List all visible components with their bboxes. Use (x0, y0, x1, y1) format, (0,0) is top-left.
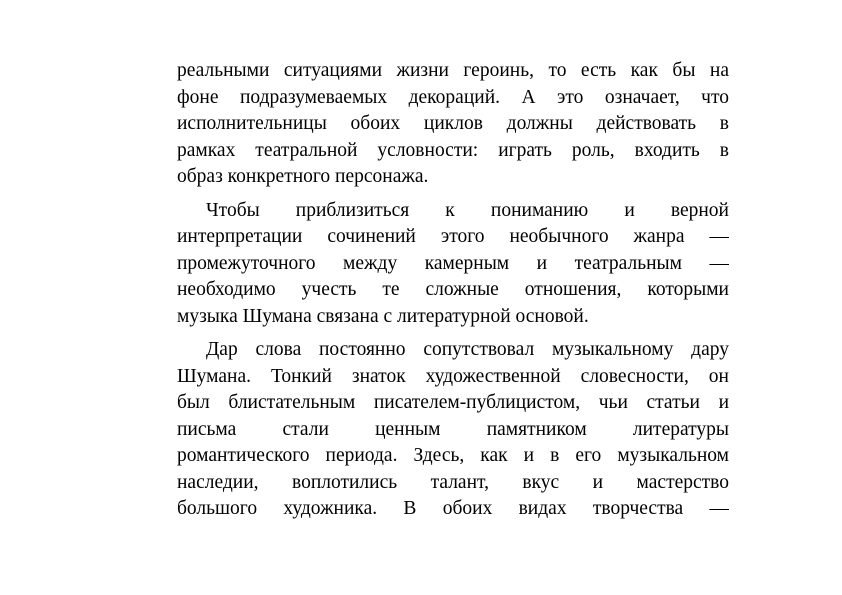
text-line: интерпретации сочинений этого необычного жанра — (177, 226, 729, 247)
text-line: реальными ситуациями жизни героинь, то есть как бы на (177, 60, 729, 81)
paragraph-2 (177, 198, 729, 331)
text-line: был блистательным писателем-публицистом, чьи статьи и (177, 392, 729, 413)
text-line: исполнительницы обоих циклов должны действовать в (177, 113, 729, 134)
text-line: письма стали ценным памятником литературы (177, 418, 729, 440)
paragraph-3 (177, 337, 729, 523)
text-line: романтического периода. Здесь, как и в его музыкальном (177, 445, 729, 466)
text-line: наследии, воплотились талант, вкус и мастерство (177, 471, 729, 493)
text-line: большого художника. В обоих видах творчества — (177, 498, 729, 519)
text-line: фоне подразумеваемых декораций. А это означает, что (177, 86, 729, 108)
text-line: Чтобы приблизиться к пониманию и верной (206, 199, 729, 221)
text-line: рамках театральной условности: играть роль, входить в (177, 139, 729, 161)
paragraph-1 (177, 58, 729, 191)
text-line: промежуточного между камерным и театральным — (177, 252, 729, 274)
text-line: Шумана. Тонкий знаток художественной словесности, он (177, 365, 729, 387)
text-line: образ конкретного персонажа. (177, 166, 429, 187)
text-line: музыка Шумана связана с литературной основой. (177, 305, 589, 327)
text-line: необходимо учесть те сложные отношения, которыми (177, 279, 729, 300)
text-line: Дар слова постоянно сопутствовал музыкальному дару (206, 339, 729, 360)
body-text (177, 58, 729, 530)
